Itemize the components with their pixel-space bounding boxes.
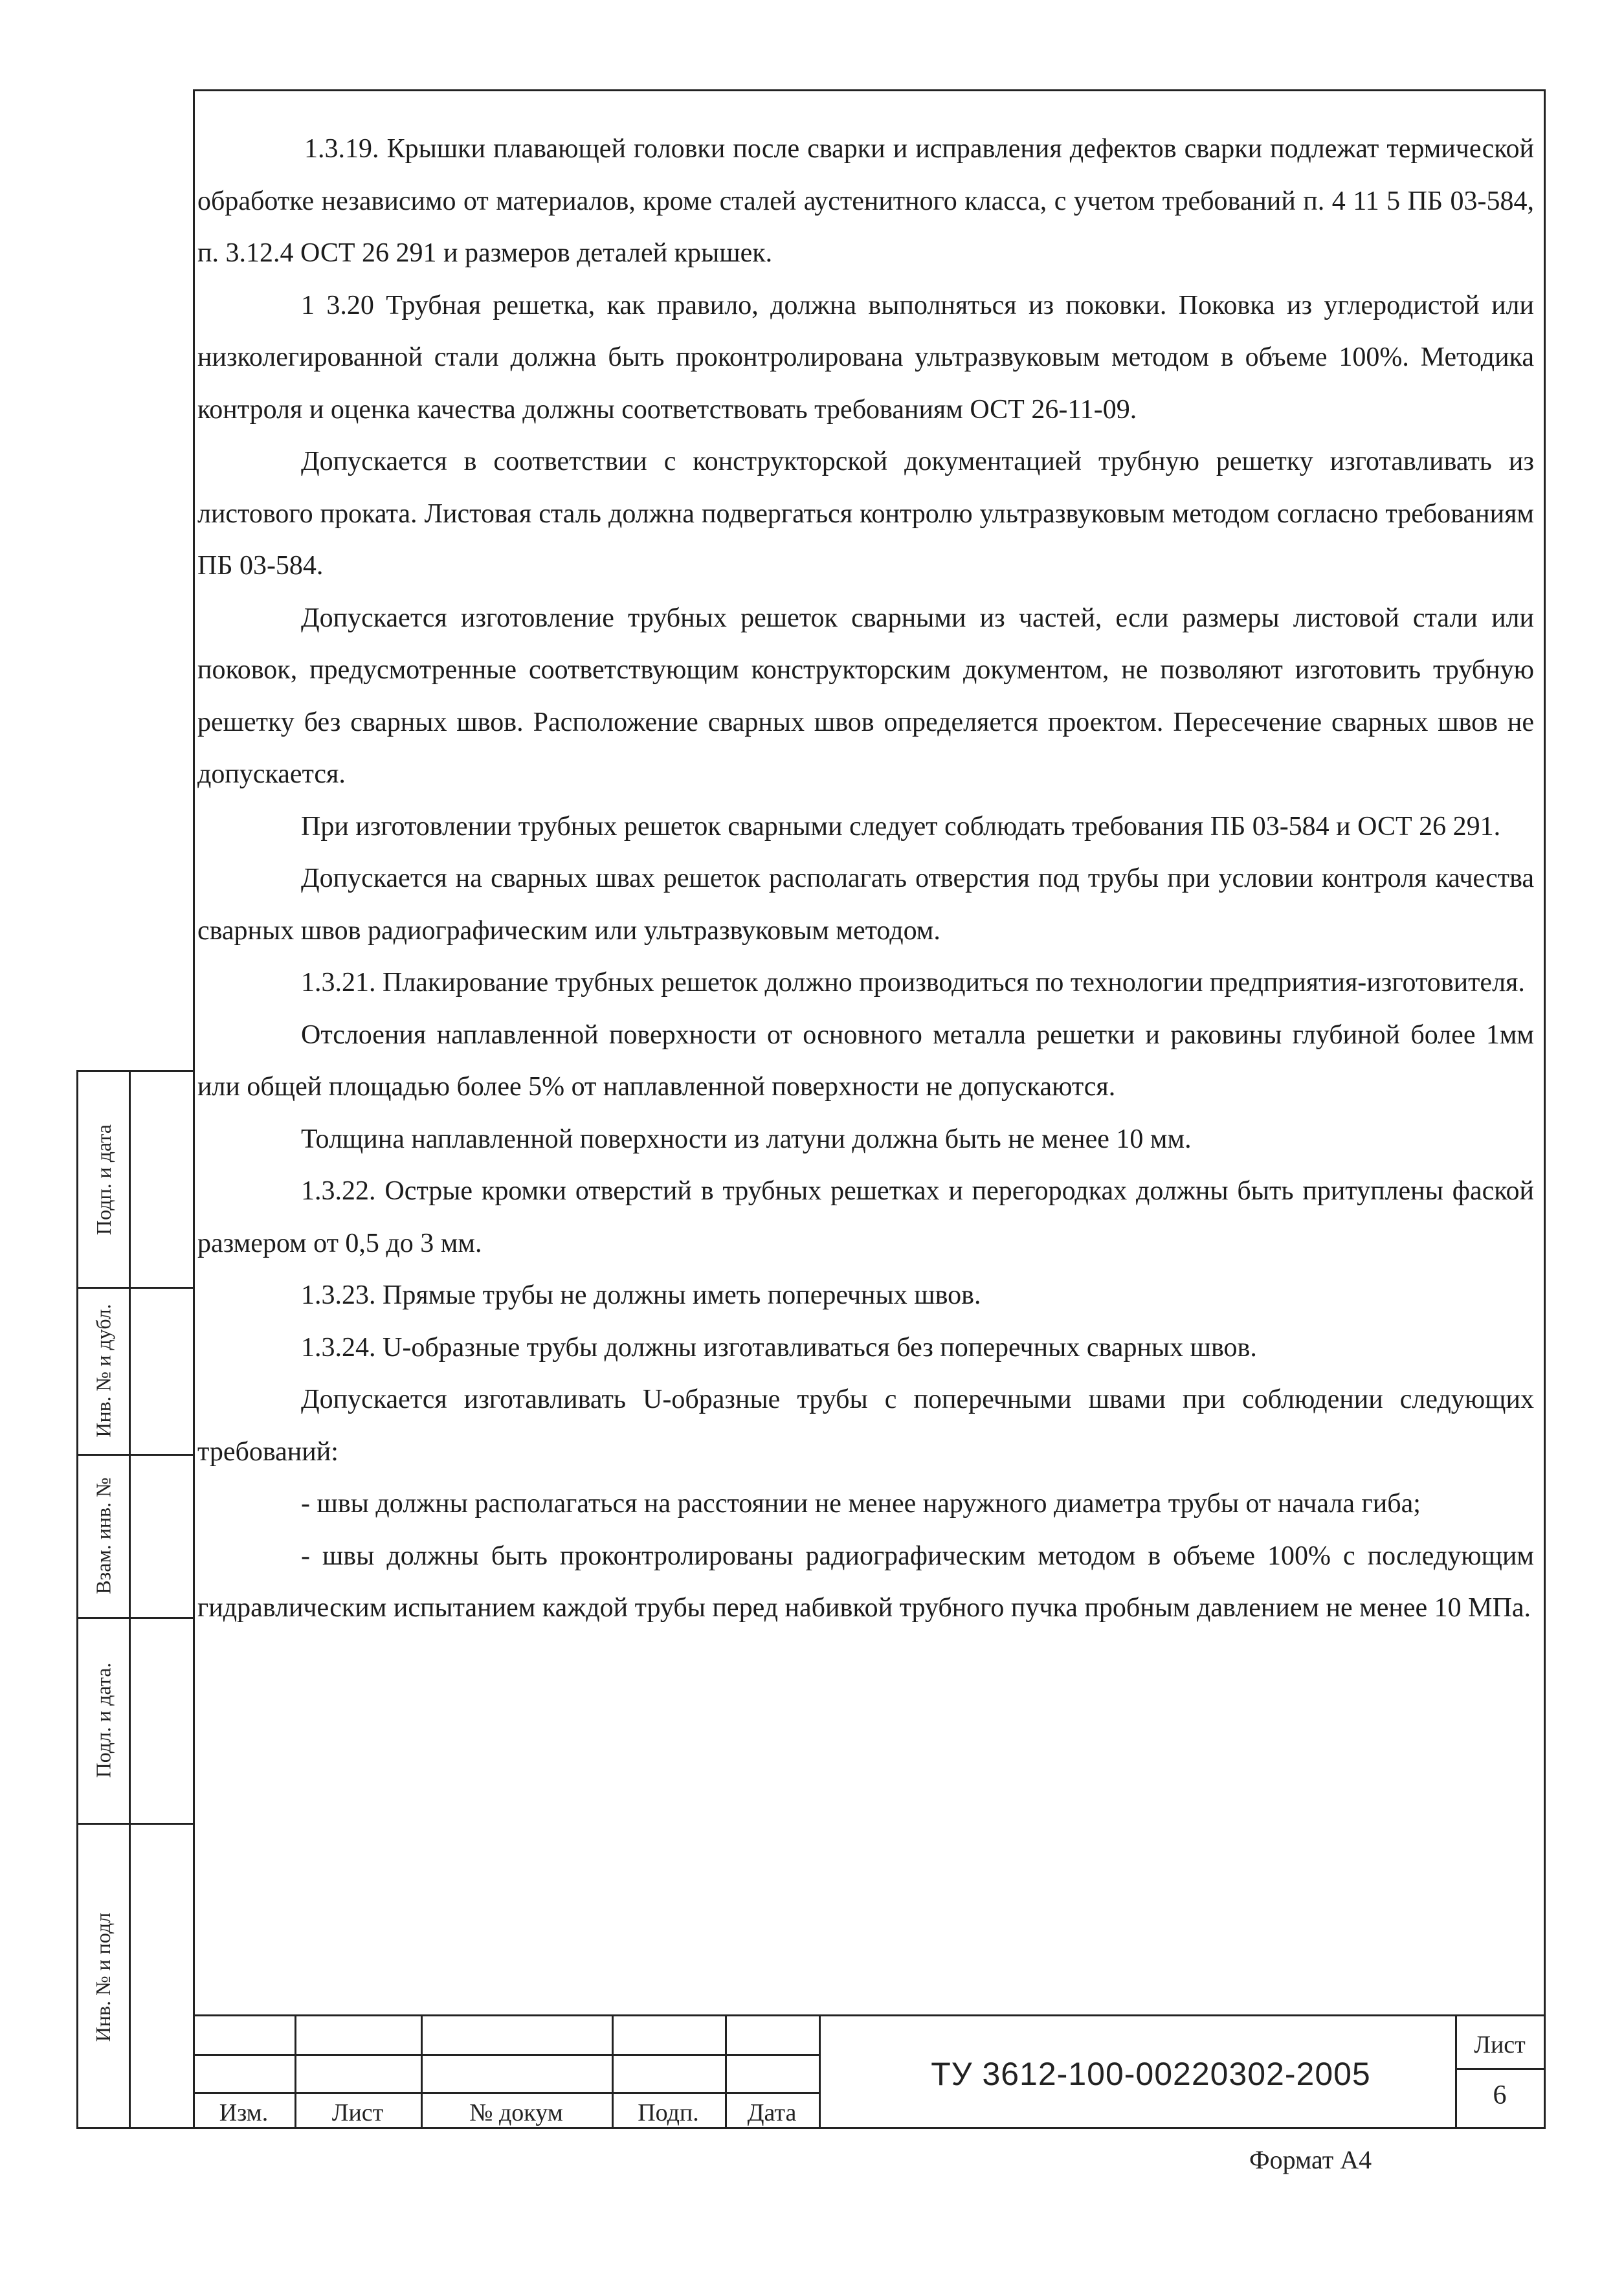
paragraph-delamination: Отслоения наплавленной поверхности от основного металла решетки и раковины глубиной более 1мм или общей площадью более 5% от наплавленной поверхности не допускаются. bbox=[197, 1020, 1534, 1102]
header-sheet: Лист bbox=[331, 2099, 384, 2126]
document-body bbox=[197, 123, 1534, 1634]
header-date: Дата bbox=[747, 2099, 797, 2126]
paragraph-1-3-23: 1.3.23. Прямые трубы не должны иметь поперечных швов. bbox=[301, 1280, 981, 1310]
paragraph-brass-thickness: Толщина наплавленной поверхности из латуни должна быть не менее 10 мм. bbox=[301, 1124, 1192, 1154]
strip-label-replace-inv: Взам. инв. № bbox=[91, 1477, 115, 1594]
sheet-number: 6 bbox=[1493, 2080, 1507, 2110]
paragraph-1-3-19: 1.3.19. Крышки плавающей головки после сварки и исправления дефектов сварки подлежат термической обработке независимо от материалов, кроме сталей аустенитного класса, с учетом требований п. 4 11 5 ПБ 03-584, п. 3.12.4 ОСТ 26 291 и размеров деталей крышек. bbox=[197, 134, 1534, 268]
paragraph-1-3-22: 1.3.22. Острые кромки отверстий в трубных решетках и перегородках должны быть притуплены фаской размером от 0,5 до 3 мм. bbox=[197, 1176, 1534, 1258]
header-signature: Подп. bbox=[638, 2099, 699, 2126]
paragraph-sheet-material: Допускается в соответствии с конструкторской документацией трубную решетку изготавливать из листового проката. Листовая сталь должна подвергаться контролю ультразвуковым методом согласно требованиям ПБ 03-584. bbox=[197, 447, 1534, 581]
paragraph-1-3-21: 1.3.21. Плакирование трубных решеток должно производиться по технологии предприятия-изготовителя. bbox=[301, 968, 1525, 998]
document-code: ТУ 3612-100-00220302-2005 bbox=[931, 2056, 1371, 2092]
paragraph-1-3-24: 1.3.24. U-образные трубы должны изготавливаться без поперечных сварных швов. bbox=[301, 1332, 1257, 1363]
strip-label-inv-orig: Инв. № и подл bbox=[91, 1912, 115, 2042]
strip-label-inv-dup: Инв. № и дубл. bbox=[91, 1303, 115, 1438]
paragraph-holes-on-welds: Допускается на сварных швах решеток располагать отверстия под трубы при условии контроля качества сварных швов радиографическим или ультразвуковым методом. bbox=[197, 864, 1534, 946]
format-label: Формат А4 bbox=[1249, 2145, 1372, 2174]
sheet-label: Лист bbox=[1474, 2031, 1526, 2058]
list-item-distance: - швы должны располагаться на расстоянии не менее наружного диаметра трубы от начала гиба; bbox=[301, 1489, 1421, 1519]
side-stamp-strip bbox=[76, 1070, 193, 2129]
title-block bbox=[193, 2014, 1546, 2129]
paragraph-u-tubes-allowed: Допускается изготавливать U-образные трубы с поперечными швами при соблюдении следующих требований: bbox=[197, 1385, 1534, 1467]
paragraph-welded-sheets: Допускается изготовление трубных решеток сварными из частей, если размеры листовой стали или поковок, предусмотренные соответствующим конструкторским документом, не позволяют изготовить трубную решетку без сварных швов. Расположение сварных швов определяется проектом. Пересечение сварных швов не допускается. bbox=[197, 603, 1534, 789]
list-item-radiographic: - швы должны быть проконтролированы радиографическим методом в объеме 100% с последующим гидравлическим испытанием каждой трубы перед набивкой трубного пучка пробным давлением не менее 10 МПа. bbox=[197, 1541, 1534, 1623]
paragraph-weld-requirements: При изготовлении трубных решеток сварными следует соблюдать требования ПБ 03-584 и ОСТ 26 291. bbox=[301, 811, 1501, 842]
strip-label-sign-date-2: Подл. и дата. bbox=[91, 1662, 115, 1778]
strip-label-sign-date: Подп. и дата bbox=[91, 1124, 115, 1235]
header-change: Изм. bbox=[219, 2099, 269, 2126]
paragraph-1-3-20: 1 3.20 Трубная решетка, как правило, должна выполняться из поковки. Поковка из углеродистой или низколегированной стали должна быть проконтролирована ультразвуковым методом в объеме 100%. Методика контроля и оценка качества должны соответствовать требованиям ОСТ 26-11-09. bbox=[197, 290, 1534, 425]
header-doc-number: № докум bbox=[469, 2099, 563, 2126]
